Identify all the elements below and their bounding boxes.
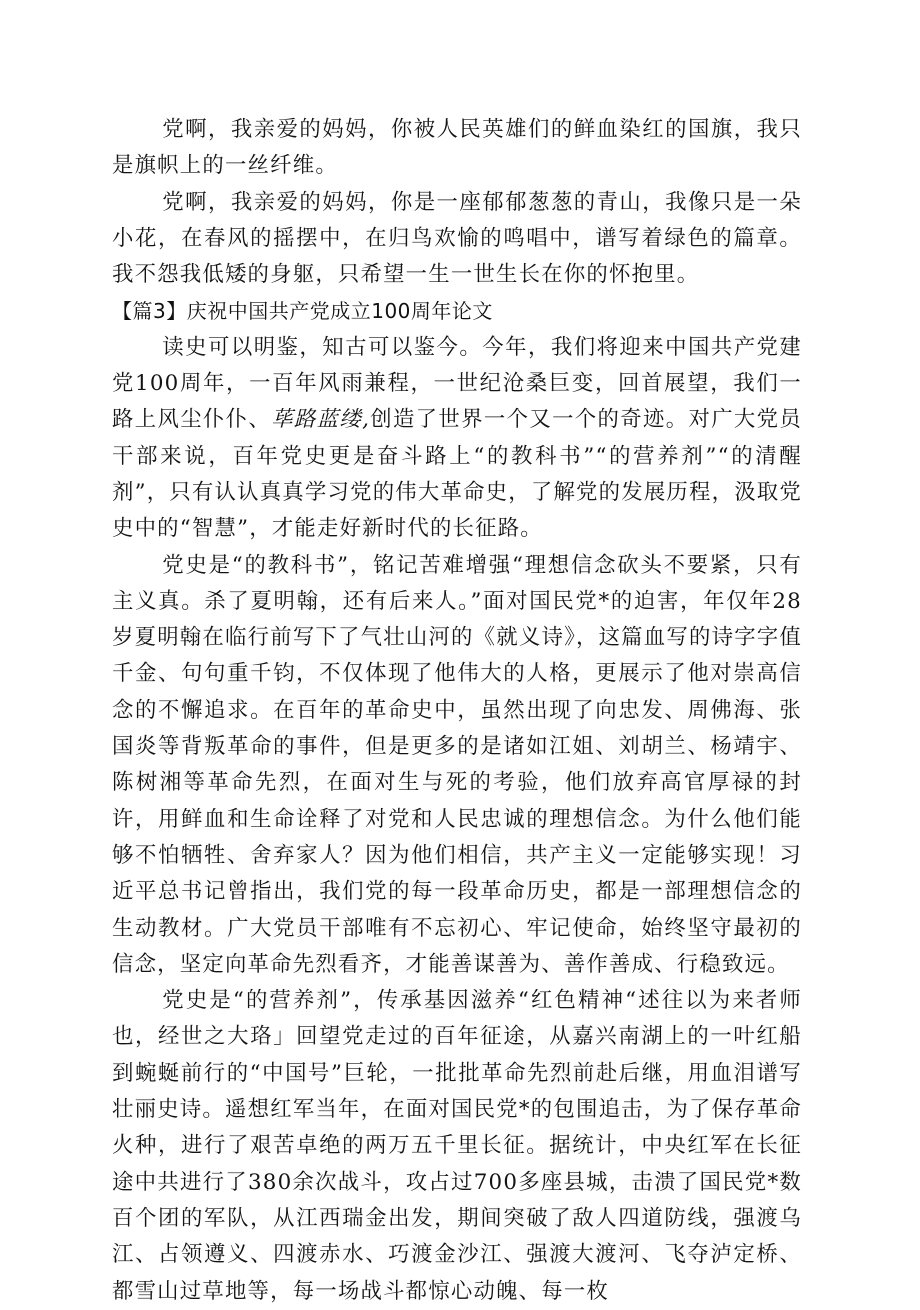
paragraph-3-part-1: 读史可以明鉴，知古可以鉴今。今年，我们将迎来中国共产党建党100周年，一百年风雨兼程，一世纪沧桑巨变，回首展望，我们一路上风尘仆仆、 — [112, 334, 802, 433]
paragraph-3-part-2: 创造了世界一个又一个的奇迹。对广大党员干部来说，百年党史更是奋斗路上“的教科书”“的营养剂”“的清醒剂”，只有认认真真学习党的伟大革命史，了解党的发展历程，汲取党史中的“智慧”，才能走好新时代的长征路。 — [112, 407, 802, 542]
section-heading: 【篇3】庆祝中国共产党成立100周年论文 — [112, 299, 493, 324]
paragraph-2: 党啊，我亲爱的妈妈，你是一座郁郁葱葱的青山，我像只是一朵小花，在春风的摇摆中，在归鸟欢愉的鸣唱中，谱写着绿色的篇章。我不怨我低矮的身躯，只希望一生一世生长在你的怀抱里。 — [112, 189, 802, 288]
paragraph-1: 党啊，我亲爱的妈妈，你被人民英雄们的鲜血染红的国旗，我只是旗帜上的一丝纤维。 — [112, 117, 802, 179]
paragraph-3 — [112, 330, 802, 548]
document-body — [112, 112, 802, 1310]
paragraph-4: 党史是“的教科书”，铭记苦难增强“理想信念砍头不要紧，只有主义真。杀了夏明翰，还有后来人。”面对国民党*的迫害，年仅年28岁夏明翰在临行前写下了气壮山河的《就义诗》，这篇血写的诗字字值千金、句句重千钧，不仅体现了他伟大的人格，更展示了他对崇高信念的不懈追求。在百年的革命史中，虽然出现了向忠发、周佛海、张国炎等背叛革命的事件，但是更多的是诸如江姐、刘胡兰、杨靖宇、陈树湘等革命先烈，在面对生与死的考验，他们放弃高官厚禄的封许，用鲜血和生命诠释了对党和人民忠诚的理想信念。为什么他们能够不怕牺牲、舍弃家人？因为他们相信，共产主义一定能够实现！习近平总书记曾指出，我们党的每一段革命历史，都是一部理想信念的生动教材。广大党员干部唯有不忘初心、牢记使命，始终坚守最初的信念，坚定向革命先烈看齐，才能善谋善为、善作善成、行稳致远。 — [112, 552, 802, 977]
paragraph-5: 党史是“的营养剂”，传承基因滋养“红色精神“述往以为来者师也，经世之大珞」回望党走过的百年征途，从嘉兴南湖上的一叶红船到蜿蜒前行的“中国号”巨轮，一批批革命先烈前赴后继，用血泪谱写壮丽史诗。遥想红军当年，在面对国民党*的包围追击，为了保存革命火种，进行了艰苦卓绝的两万五千里长征。据统计，中央红军在长征途中共进行了380余次战斗，攻占过700多座县城，击溃了国民党*数百个团的军队，从江西瑞金出发，期间突破了敌人四道防线，强渡乌江、占领遵义、四渡赤水、巧渡金沙江、强渡大渡河、飞夺泸定桥、都雪山过草地等，每一场战斗都惊心动魄、每一枚 — [112, 988, 802, 1304]
paragraph-3-italic-phrase: 荜路蓝缕, — [271, 407, 371, 433]
